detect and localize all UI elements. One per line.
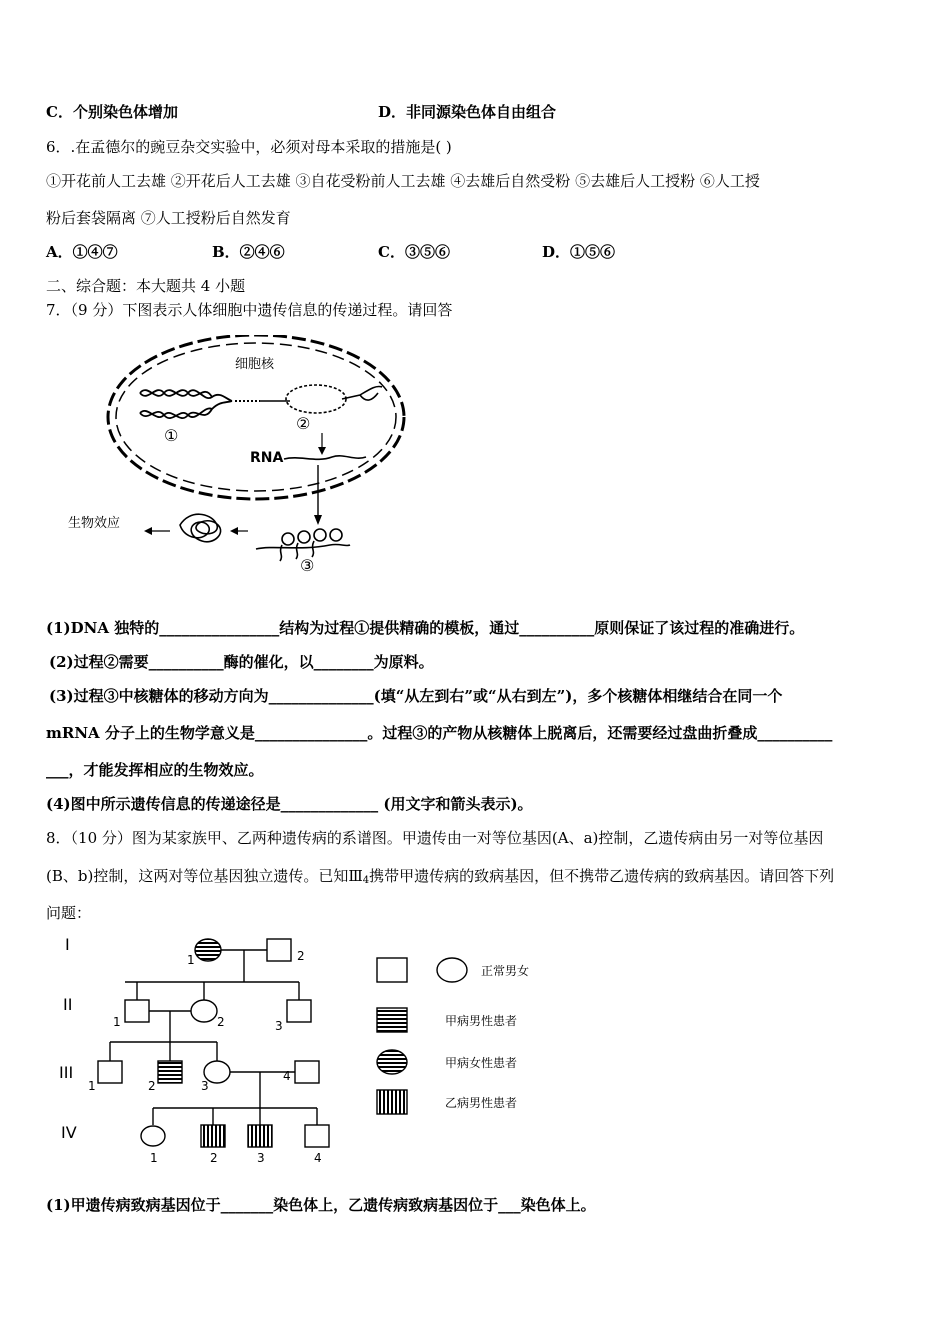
gene-expression-diagram [60, 335, 420, 585]
rna-strand [284, 456, 366, 459]
q7-part4: (4)图中所示遗传信息的传递途径是_____________ (用文字和箭头表示)。 [46, 795, 533, 813]
q6-option-c: C．③⑤⑥ [378, 243, 450, 261]
svg-text:3: 3 [201, 1079, 209, 1093]
svg-text:2: 2 [148, 1079, 156, 1093]
svg-text:2: 2 [217, 1015, 225, 1029]
svg-text:4: 4 [314, 1151, 322, 1165]
II-2-normal-female [191, 1000, 217, 1022]
q6-option-d: D．①⑤⑥ [542, 243, 616, 261]
q8-part1: (1)甲遗传病致病基因位于_______染色体上，乙遗传病致病基因位于___染色体上。 [46, 1196, 596, 1214]
legend-female-a-label: 甲病女性患者 [445, 1056, 518, 1070]
q6-option-b: B．②④⑥ [212, 243, 285, 261]
folded-protein [180, 514, 221, 542]
III-4-normal-male [295, 1061, 319, 1083]
q7-stem: 7．（9 分）下图表示人体细胞中遗传信息的传递过程。请回答 [46, 301, 453, 319]
svg-text:1: 1 [113, 1015, 121, 1029]
I-1-affected-female [195, 939, 221, 961]
q6-option-a: A．①④⑦ [46, 243, 118, 261]
svg-text:2: 2 [210, 1151, 218, 1165]
IV-4-normal-male [305, 1125, 329, 1147]
marker-3: ③ [300, 556, 315, 575]
section-heading: 二、综合题：本大题共 4 小题 [46, 277, 246, 295]
legend-affected-male-a [377, 1008, 407, 1032]
legend-normal-male [377, 958, 407, 982]
IV-1-normal-female [141, 1126, 165, 1146]
legend-normal-label: 正常男女 [481, 964, 530, 978]
marker-2: ② [296, 414, 311, 433]
gen-label-4: IV [61, 1123, 77, 1142]
IV-2-affected-male-b [201, 1125, 225, 1147]
svg-text:3: 3 [257, 1151, 265, 1165]
q8-stem-line3: 问题： [46, 904, 92, 922]
svg-text:4: 4 [283, 1069, 291, 1083]
legend-affected-female-a [377, 1050, 407, 1074]
q6-choices-line2: 粉后套袋隔离 ⑦人工授粉后自然发育 [46, 209, 291, 227]
transcription-bubble [260, 385, 382, 413]
gen-label-2: II [63, 995, 73, 1014]
III-2-affected-male-a [158, 1061, 182, 1083]
q8-stem-line1: 8．（10 分）图为某家族甲、乙两种遗传病的系谱图。甲遗传由一对等位基因(A、a)控制，乙遗传病由另一对等位基因 [46, 829, 824, 847]
q5-option-c: C．个别染色体增加 [46, 103, 178, 121]
svg-text:1: 1 [88, 1079, 96, 1093]
marker-1: ① [164, 426, 179, 445]
q6-choices-line1: ①开花前人工去雄 ②开花后人工去雄 ③自花受粉前人工去雄 ④去雄后自然受粉 ⑤去雄后人工授粉 ⑥人工授 [46, 172, 760, 190]
legend-male-b-label: 乙病男性患者 [445, 1096, 518, 1110]
legend-male-a-label: 甲病男性患者 [445, 1014, 518, 1028]
effect-label: 生物效应 [68, 516, 121, 531]
q7-part2: (2)过程②需要__________酶的催化，以________为原料。 [49, 653, 434, 671]
q5-option-d: D．非同源染色体自由组合 [378, 103, 557, 121]
gen-label-3: III [59, 1063, 74, 1082]
q7-part3-line2: mRNA 分子上的生物学意义是_______________。过程③的产物从核糖体上脱离后，还需要经过盘曲折叠成__________ [46, 724, 833, 742]
svg-text:1: 1 [187, 953, 195, 967]
gen-label-1: I [65, 935, 70, 954]
dna-helix [140, 390, 232, 418]
rna-label: RNA [250, 450, 284, 466]
nucleus-label: 细胞核 [235, 357, 275, 372]
svg-text:1: 1 [150, 1151, 158, 1165]
I-2-normal-male [267, 939, 291, 961]
II-1-normal-male [125, 1000, 149, 1022]
q8-stem-line2: (B、b)控制，这两对等位基因独立遗传。已知$Ⅲ_4$携带甲遗传病的致病基因，但不携带乙遗传病的致病基因。请回答下列 [46, 867, 835, 886]
pedigree-chart [55, 930, 555, 1165]
III-1-normal-male [98, 1061, 122, 1083]
q6-stem: 6．.在孟德尔的豌豆杂交实验中，必须对母本采取的措施是( ) [46, 138, 452, 156]
legend-affected-male-b [377, 1090, 407, 1114]
svg-text:2: 2 [297, 949, 305, 963]
svg-text:3: 3 [275, 1019, 283, 1033]
legend-normal-female [437, 958, 467, 982]
q7-part3-line3: ___，才能发挥相应的生物效应。 [46, 761, 264, 779]
q7-part1: (1)DNA 独特的________________结构为过程①提供精确的模板，通过__________原则保证了该过程的准确进行。 [46, 619, 805, 637]
IV-3-affected-male-b [248, 1125, 272, 1147]
II-3-normal-male [287, 1000, 311, 1022]
q7-part3-line1: (3)过程③中核糖体的移动方向为______________(填“从左到右”或“从右到左”)，多个核糖体相继结合在同一个 [49, 687, 783, 705]
